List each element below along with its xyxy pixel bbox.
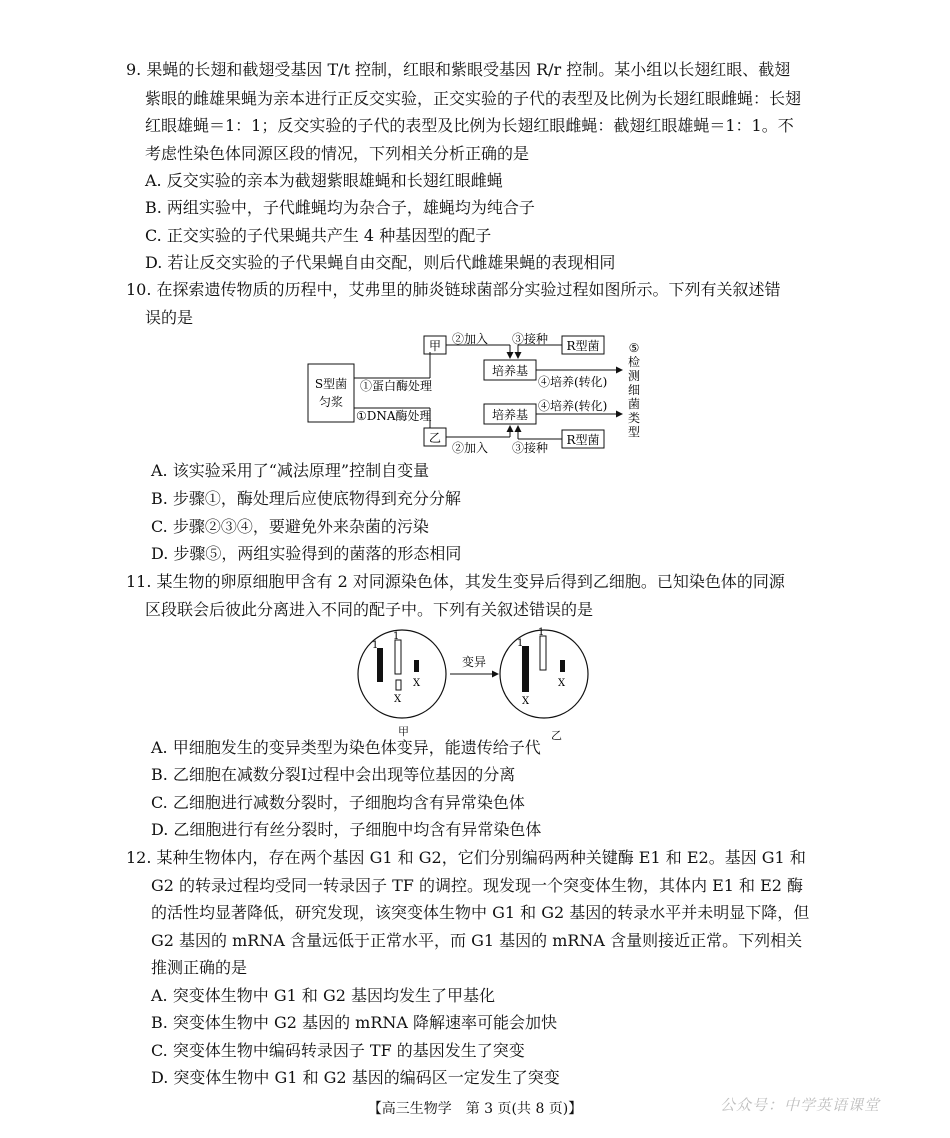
yi-label: 乙 <box>428 431 442 445</box>
q10-stem-line-1: 10. 在探索遗传物质的历程中，艾弗里的肺炎链球菌部分实验过程如图所示。下列有关叙述错 <box>126 280 781 299</box>
q9-stem-line-1: 9. 果蝇的长翅和截翅受基因 T/t 控制，红眼和紫眼受基因 R/r 控制。某小组以长翅红眼、截翅 <box>126 60 791 79</box>
culture-label-top: ④培养(转化) <box>538 375 608 389</box>
svg-text:菌: 菌 <box>627 397 641 411</box>
svg-text:型: 型 <box>627 425 641 439</box>
cell-yi-caption: 乙 <box>551 729 562 742</box>
q9-option-b: B. 两组实验中，子代雌蝇均为杂合子，雄蝇均为纯合子 <box>145 198 535 217</box>
chrom-yi-white-1 <box>540 636 546 670</box>
svg-text:X: X <box>558 678 566 689</box>
cell-jia-caption: 甲 <box>398 725 409 738</box>
q9-stem-line-4: 考虑性染色体同源区段的情况，下列相关分析正确的是 <box>145 144 530 163</box>
q10-option-a: A. 该实验采用了“减法原理”控制自变量 <box>151 461 430 480</box>
q12-stem-line-5: 推测正确的是 <box>151 958 248 977</box>
q11-option-a: A. 甲细胞发生的变异类型为染色体变异，能遗传给子代 <box>151 738 541 757</box>
chrom-yi-black-1 <box>522 646 529 692</box>
inoculate-label-top: ③接种 <box>512 332 549 346</box>
step1-protease-label: ①蛋白酶处理 <box>360 379 433 393</box>
q12-stem-line-4: G2 基因的 mRNA 含量远低于正常水平，而 G1 基因的 mRNA 含量则接近正常。下列相关 <box>151 931 803 950</box>
q12-stem-line-3: 的活性均显著降低，研究发现，该突变体生物中 G1 和 G2 基因的转录水平并未明显下降，但 <box>151 903 810 922</box>
inoculate-label-bottom: ③接种 <box>512 441 549 455</box>
chrom-yi-black-x <box>560 660 565 672</box>
q12-stem-line-1: 12. 某种生物体内，存在两个基因 G1 和 G2，它们分别编码两种关键酶 E1 和 E2。基因 G1 和 <box>126 848 806 867</box>
q10-experiment-diagram <box>300 328 660 456</box>
q9-option-d: D. 若让反交实验的子代果蝇自由交配，则后代雌雄果蝇的表现相同 <box>145 253 616 272</box>
q10-option-c: C. 步骤②③④，要避免外来杂菌的污染 <box>151 517 429 536</box>
q9-option-c: C. 正交实验的子代果蝇共产生 4 种基因型的配子 <box>145 226 492 245</box>
q11-option-c: C. 乙细胞进行减数分裂时，子细胞均含有异常染色体 <box>151 793 525 812</box>
svg-text:测: 测 <box>627 369 641 383</box>
q9-option-a: A. 反交实验的亲本为截翅紫眼雄蝇和长翅红眼雌蝇 <box>145 171 503 190</box>
q12-stem-line-2: G2 的转录过程均受同一转录因子 TF 的调控。现发现一个突变体生物，其体内 E1 和 E2 酶 <box>151 876 804 895</box>
chrom-jia-black-1 <box>377 648 383 682</box>
svg-text:X: X <box>413 678 421 689</box>
q10-option-d: D. 步骤⑤，两组实验得到的菌落的形态相同 <box>151 544 462 563</box>
chrom-jia-white-1 <box>395 640 401 674</box>
q10-stem-line-2: 误的是 <box>145 308 194 327</box>
q11-chromosome-diagram <box>350 622 600 742</box>
svg-text:⑤: ⑤ <box>628 341 640 355</box>
medium-label-top: 培养基 <box>491 364 529 378</box>
q11-option-b: B. 乙细胞在减数分裂Ⅰ过程中会出现等位基因的分离 <box>151 765 516 784</box>
add-label-bottom: ②加入 <box>452 441 489 455</box>
page-footer: 【高三生物学 第 3 页(共 8 页)】 <box>367 1101 583 1117</box>
s-bacteria-box <box>308 364 354 422</box>
q9-stem-line-3: 红眼雄蝇＝1：1；反交实验的子代的表型及比例为长翅红眼雌蝇：截翅红眼雄蝇＝1：1。不 <box>145 116 794 135</box>
chrom-jia-white-x <box>396 680 401 690</box>
q12-option-a: A. 突变体生物中 G1 和 G2 基因均发生了甲基化 <box>151 986 495 1005</box>
q12-option-b: B. 突变体生物中 G2 基因的 mRNA 降解速率可能会加快 <box>151 1013 558 1032</box>
q11-stem-line-1: 11. 某生物的卵原细胞甲含有 2 对同源染色体，其发生变异后得到乙细胞。已知染色体的同源 <box>126 572 785 591</box>
detect-bacteria-type-label <box>628 341 640 439</box>
r-bacteria-label-bottom: R型菌 <box>566 433 600 447</box>
step1-dnase-label: ①DNA酶处理 <box>356 409 432 423</box>
svg-text:1: 1 <box>517 638 524 649</box>
svg-text:X: X <box>522 696 530 707</box>
add-label-top: ②加入 <box>452 332 489 346</box>
q9-stem-line-2: 紫眼的雌雄果蝇为亲本进行正反交实验，正交实验的子代的表型及比例为长翅红眼雌蝇：长翅 <box>145 89 802 108</box>
q10-option-b: B. 步骤①，酶处理后应使底物得到充分分解 <box>151 489 461 508</box>
s-box-line-2: 匀浆 <box>318 395 344 409</box>
svg-text:1: 1 <box>393 631 400 642</box>
q12-option-d: D. 突变体生物中 G1 和 G2 基因的编码区一定发生了突变 <box>151 1068 560 1087</box>
q11-option-d: D. 乙细胞进行有丝分裂时，子细胞中均含有异常染色体 <box>151 820 542 839</box>
q11-stem-line-2: 区段联会后彼此分离进入不同的配子中。下列有关叙述错误的是 <box>145 600 594 619</box>
svg-text:1: 1 <box>538 627 545 638</box>
jia-label: 甲 <box>428 339 442 353</box>
svg-text:1: 1 <box>372 640 379 651</box>
svg-text:检: 检 <box>627 355 641 369</box>
variation-arrow-label: 变异 <box>461 655 487 669</box>
q12-option-c: C. 突变体生物中编码转录因子 TF 的基因发生了突变 <box>151 1041 525 1060</box>
svg-text:细: 细 <box>627 383 641 397</box>
svg-text:X: X <box>394 694 402 705</box>
chrom-jia-black-x <box>414 660 419 672</box>
culture-label-bottom: ④培养(转化) <box>538 399 608 413</box>
r-bacteria-label-top: R型菌 <box>566 339 600 353</box>
svg-text:类: 类 <box>627 411 641 425</box>
medium-label-bottom: 培养基 <box>491 408 529 422</box>
cell-yi-circle <box>500 630 588 718</box>
s-box-line-1: S型菌 <box>314 377 348 391</box>
watermark: 公众号：中学英语课堂 <box>719 1096 880 1114</box>
